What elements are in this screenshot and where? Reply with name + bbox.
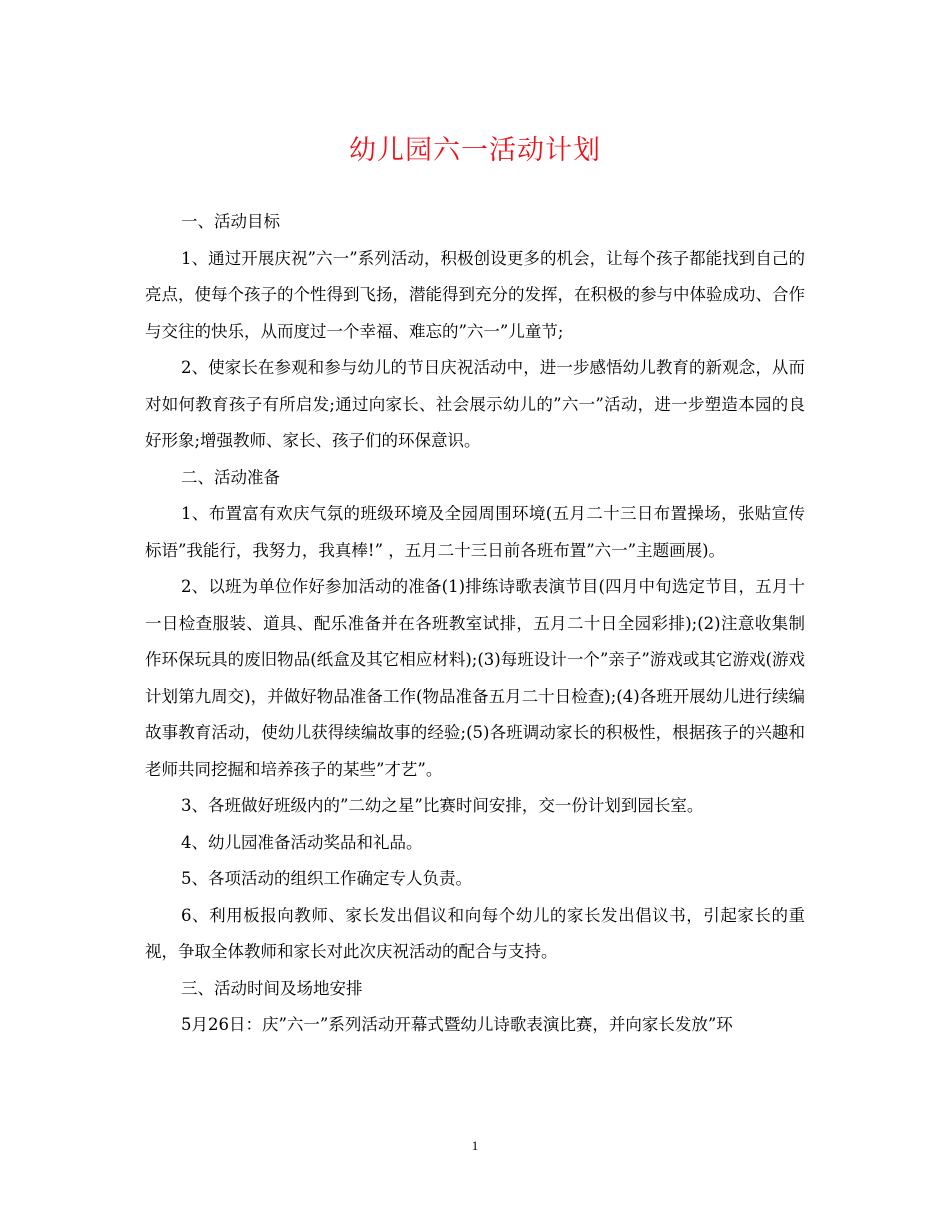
paragraph-prep-3: 3、各班做好班级内的”二幼之星”比赛时间安排，交一份计划到园长室。 (181, 796, 704, 815)
paragraph-schedule-1: 5月26日：庆”六一”系列活动开幕式暨幼儿诗歌表演比赛，并向家长发放”环 (181, 1015, 733, 1034)
paragraph-prep-4: 4、幼儿园准备活动奖品和礼品。 (181, 832, 423, 852)
document-body (145, 204, 805, 1044)
page-number: 1 (471, 1138, 479, 1153)
paragraph-goal-2: 2、使家长在参观和参与幼儿的节日庆祝活动中，进一步感悟幼儿教育的新观念，从而对如何教育孩子有所启发;通过向家长、社会展示幼儿的”六一”活动，进一步塑造本园的良好形象;增强教师、家长、孩子们的环保意识。 (145, 358, 805, 450)
document-title: 幼儿园六一活动计划 (349, 135, 601, 166)
paragraph-goal-1: 1、通过开展庆祝”六一”系列活动，积极创设更多的机会，让每个孩子都能找到自己的亮点，使每个孩子的个性得到飞扬，潜能得到充分的发挥，在积极的参与中体验成功、合作与交往的快乐，从而度过一个幸福、难忘的”六一”儿童节; (145, 248, 805, 341)
section-heading-preparation: 二、活动准备 (181, 467, 280, 487)
paragraph-prep-1: 1、布置富有欢庆气氛的班级环境及全园周围环境(五月二十三日布置操场，张贴宣传标语”我能行，我努力，我真棒!” ，五月二十三日前各班布置”六一”主题画展)。 (145, 504, 805, 560)
paragraph-prep-2: 2、以班为单位作好参加活动的准备(1)排练诗歌表演节目(四月中旬选定节目，五月十一日检查服装、道具、配乐准备并在各班教室试排，五月二十日全园彩排);(2)注意收集制作环保玩具的废旧物品(纸盒及其它相应材料);(3)每班设计一个”亲子”游戏或其它游戏(游戏计划第九周交)，并做好物品准备工作(物品准备五月二十日检查);(4)各班开展幼儿进行续编故事教育活动，使幼儿获得续编故事的经验;(5)各班调动家长的积极性，根据孩子的兴趣和老师共同挖掘和培养孩子的某些”才艺”。 (145, 577, 805, 779)
paragraph-prep-6: 6、利用板报向教师、家长发出倡议和向每个幼儿的家长发出倡议书，引起家长的重视，争取全体教师和家长对此次庆祝活动的配合与支持。 (145, 905, 805, 961)
section-heading-schedule: 三、活动时间及场地安排 (181, 978, 363, 998)
section-heading-goals: 一、活动目标 (181, 212, 280, 231)
paragraph-prep-5: 5、各项活动的组织工作确定专人负责。 (181, 869, 472, 888)
